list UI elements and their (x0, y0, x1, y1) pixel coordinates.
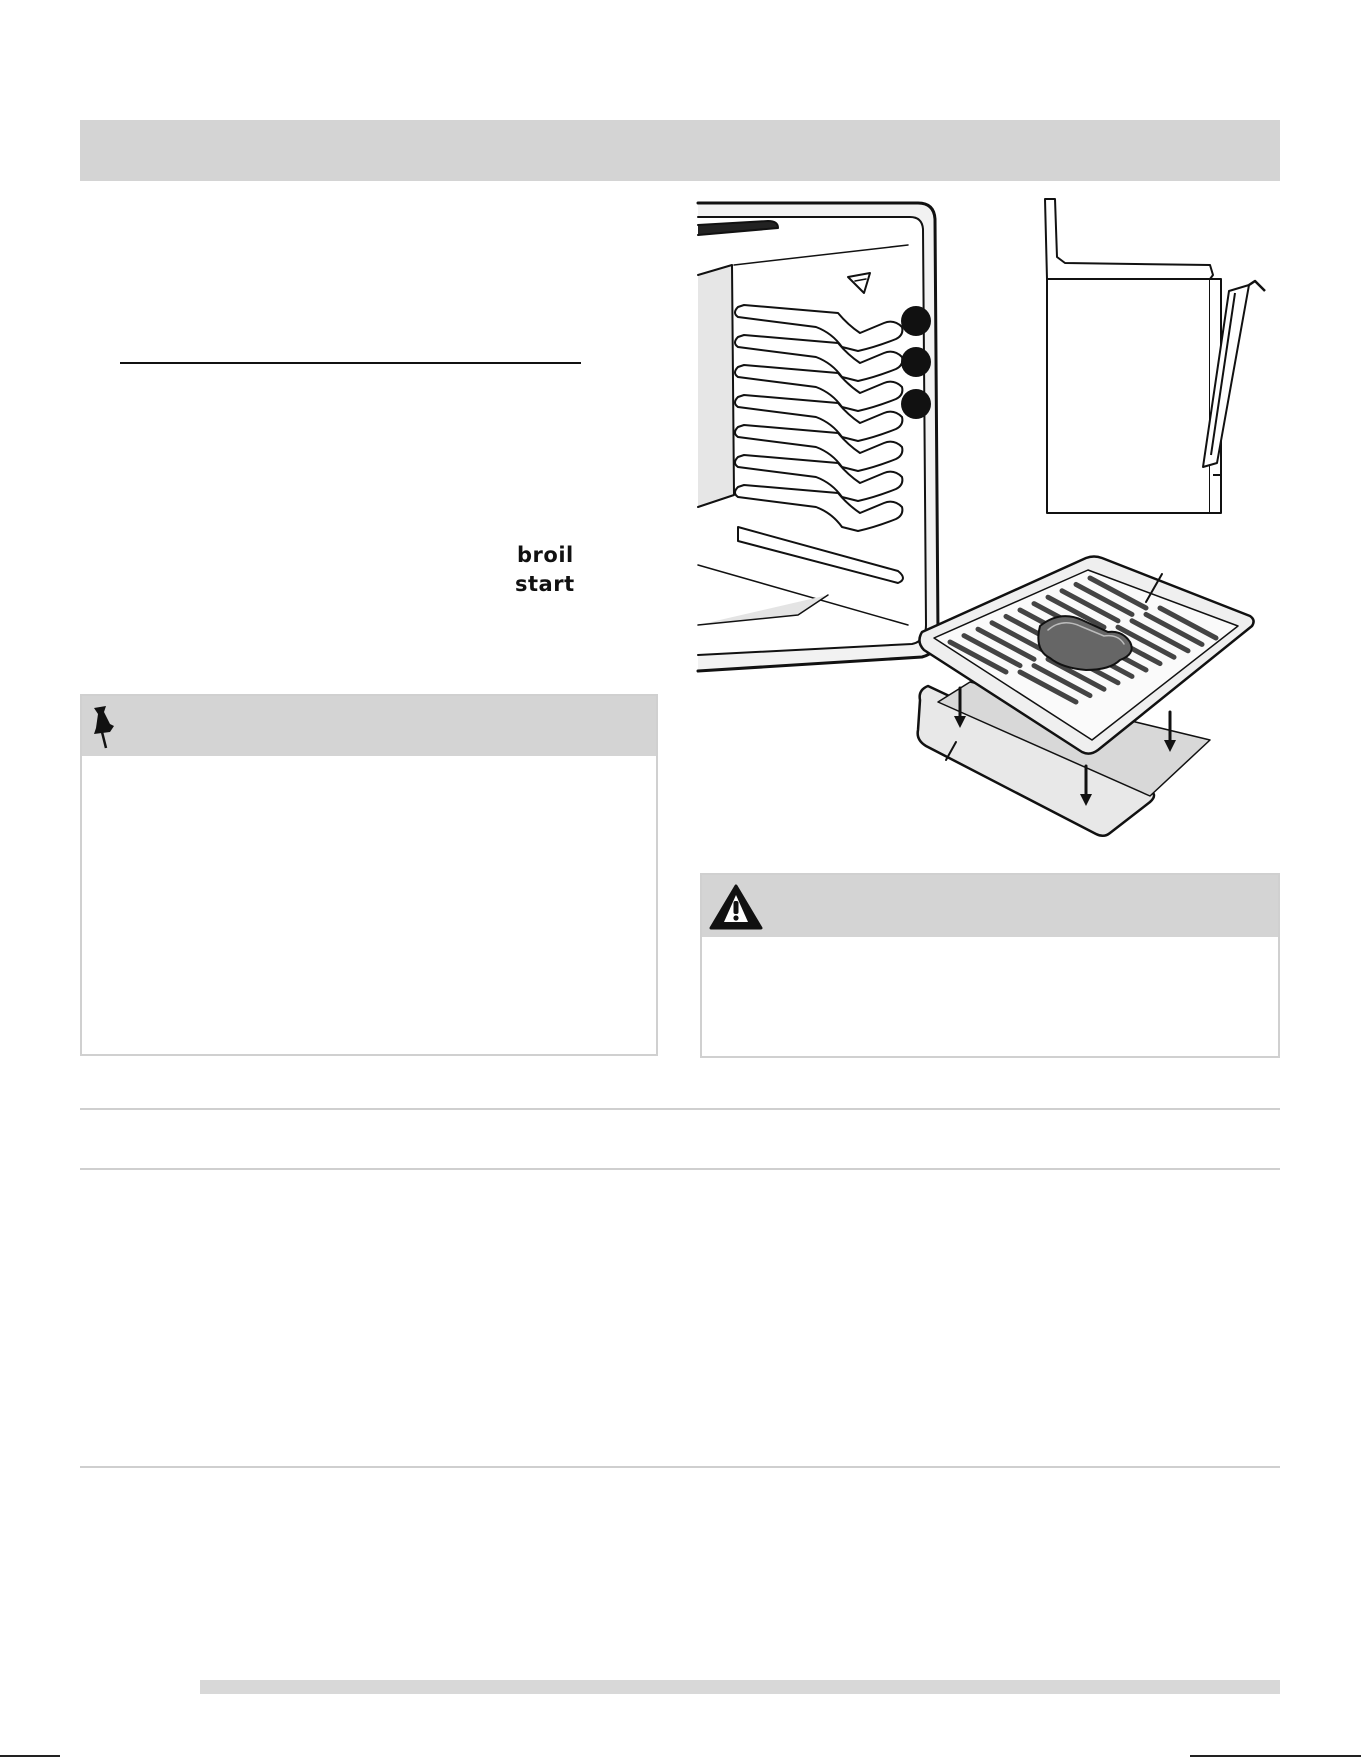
section-divider-3 (80, 1466, 1280, 1468)
warning-box (700, 873, 1280, 1058)
warning-triangle-icon (708, 883, 764, 931)
warning-box-header (702, 875, 1278, 937)
range-side-view-illustration (1035, 195, 1280, 525)
section-header-bar (80, 120, 1280, 181)
rack-position-marker-1 (901, 306, 931, 336)
section-divider-1 (80, 1108, 1280, 1110)
rack-position-marker-2 (901, 347, 931, 377)
rack-position-marker-3 (901, 389, 931, 419)
broil-key-label: broil (517, 543, 574, 567)
footer-bar (200, 1680, 1280, 1694)
start-key-label: start (515, 572, 575, 596)
note-box (80, 694, 658, 1056)
broiler-pan-illustration (910, 550, 1290, 840)
crop-mark-right (1190, 1755, 1361, 1757)
section-title-rule (120, 362, 581, 364)
note-box-header (82, 696, 656, 756)
section-divider-2 (80, 1168, 1280, 1170)
pushpin-icon (88, 704, 122, 750)
crop-mark-left (0, 1755, 60, 1757)
